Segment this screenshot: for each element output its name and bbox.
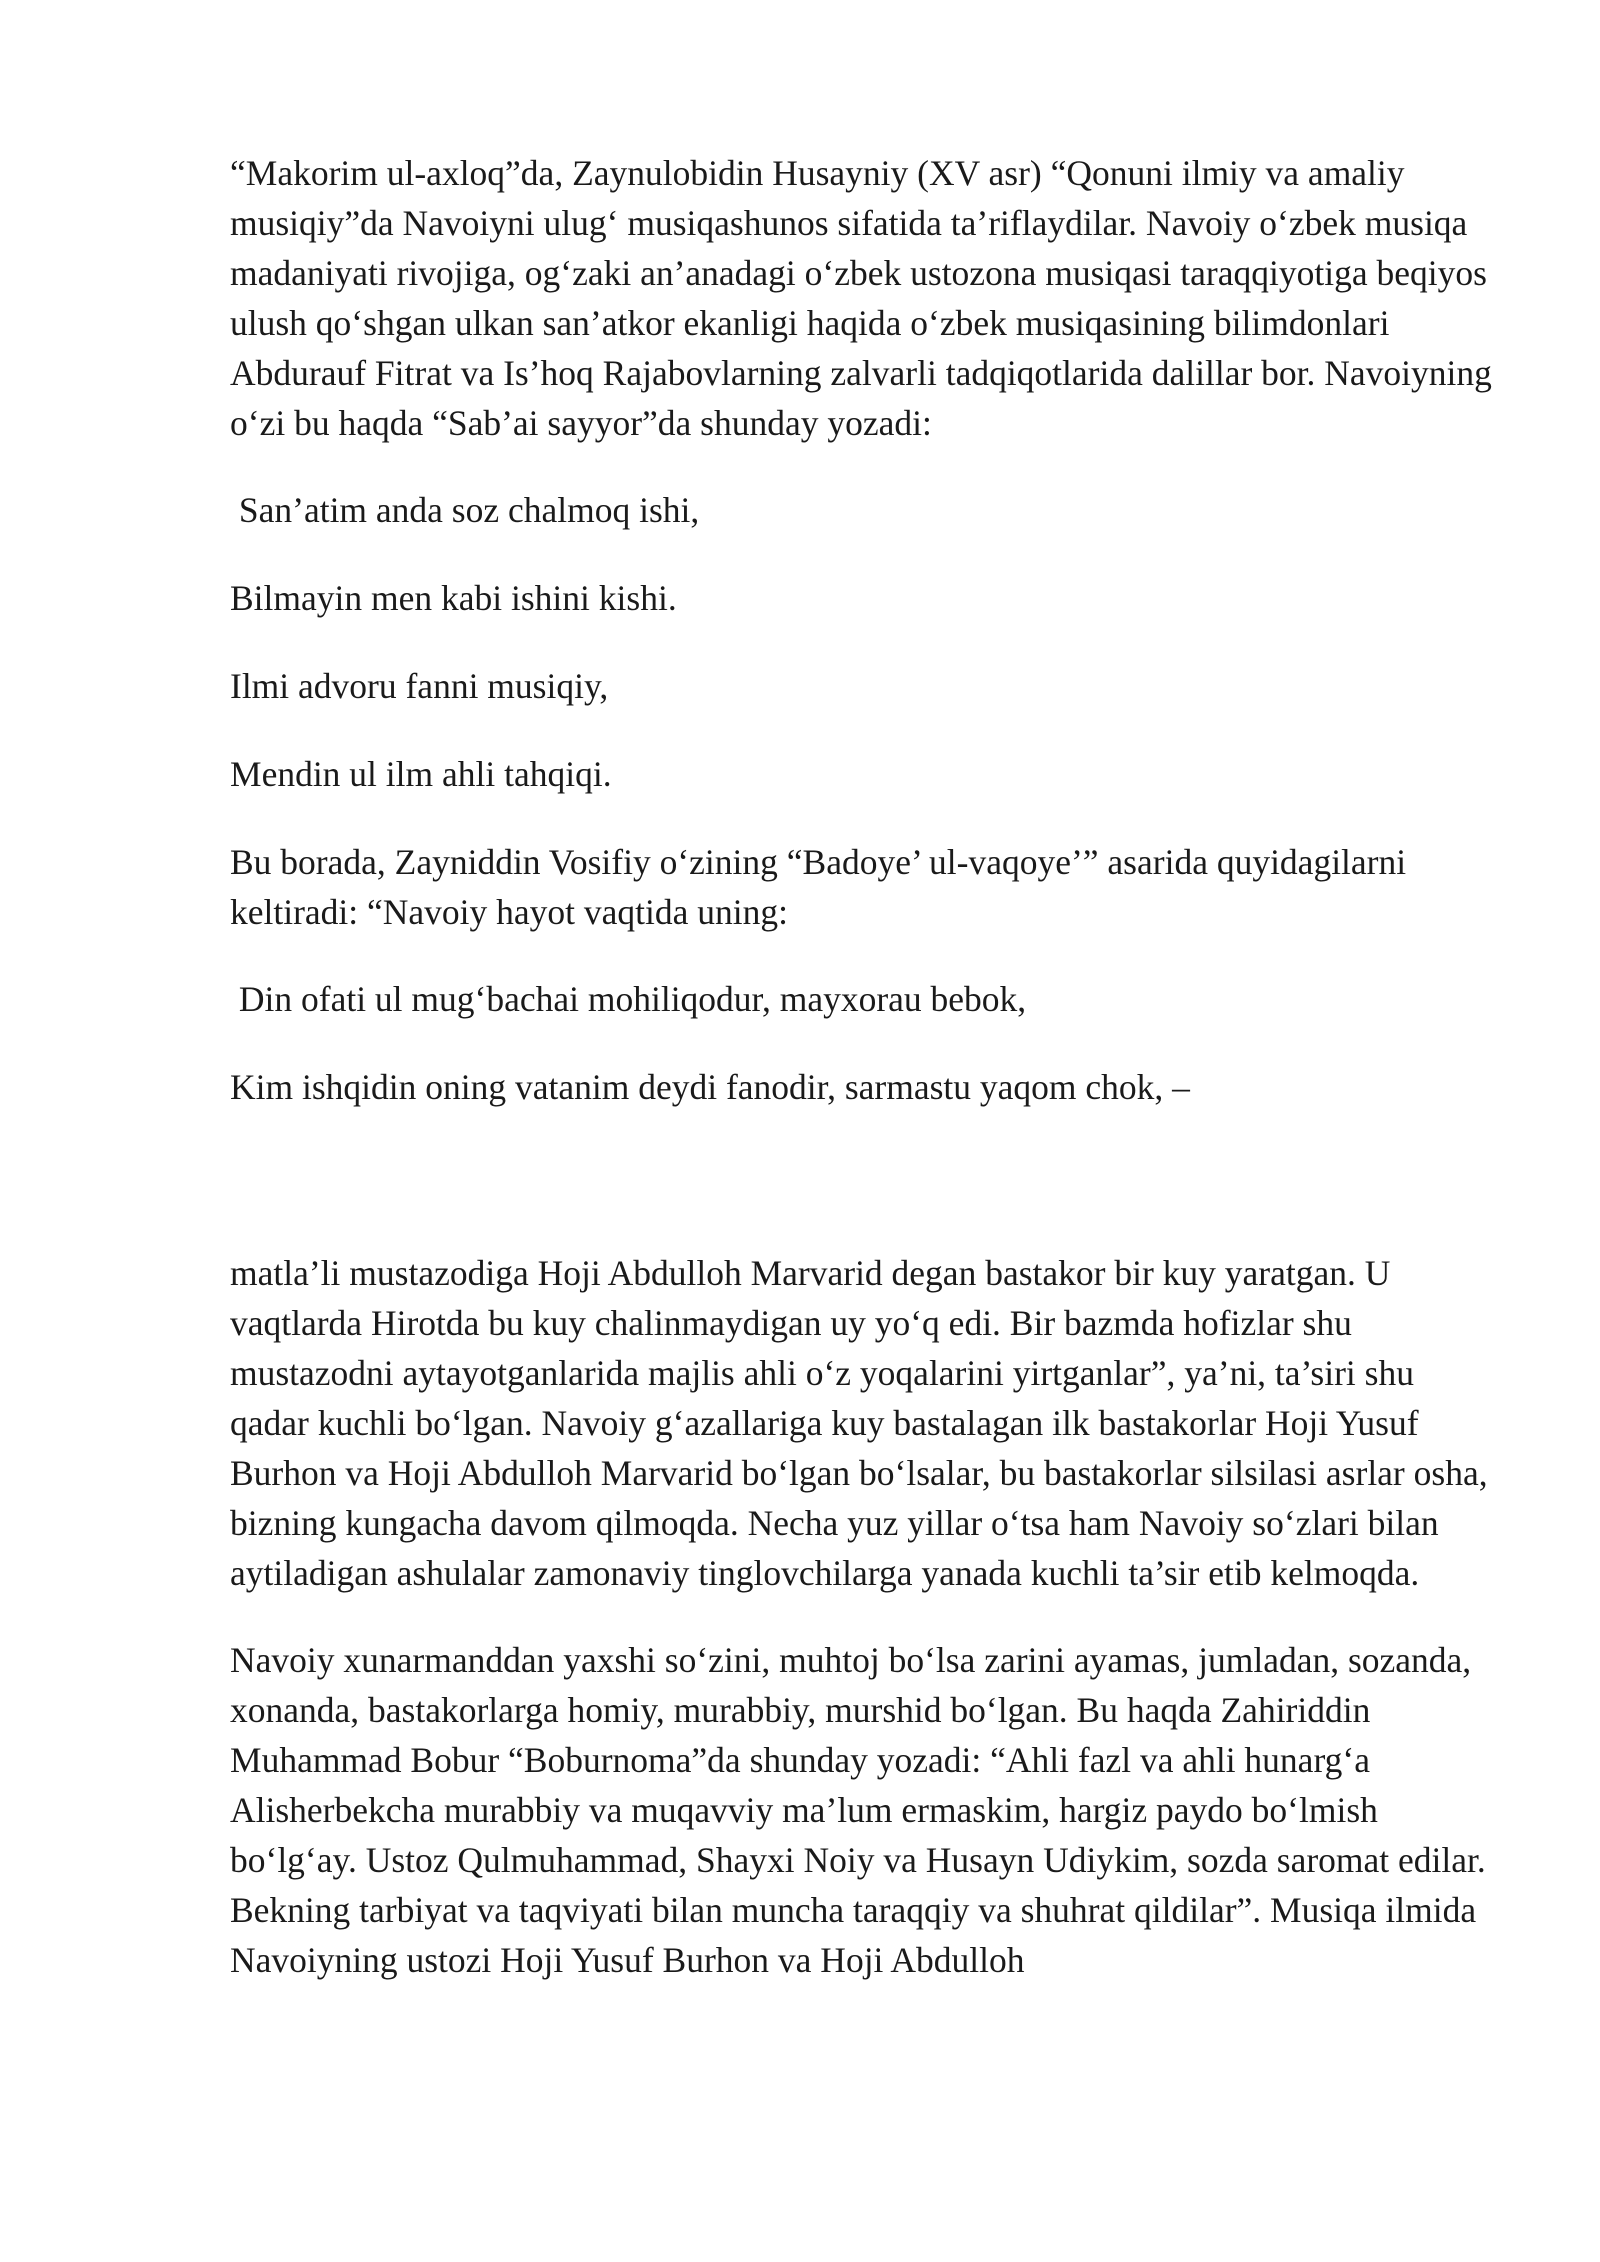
blank-gap (230, 1150, 1500, 1248)
paragraph-mustazod: matla’li mustazodiga Hoji Abdulloh Marvarid degan bastakor bir kuy yaratgan. U vaqtlarda Hirotda bu kuy chalinmaydigan uy yo‘q edi. Bir bazmda hofizlar shu mustazodni aytayotganlarida majlis ahli o‘z yoqalarini yirtganlar”, ya’ni, ta’siri shu qadar kuchli bo‘lgan. Navoiy g‘azallariga kuy bastalagan ilk bastakorlar Hoji Yusuf Burhon va Hoji Abdulloh Marvarid bo‘lgan bo‘lsalar, bu bastakorlar silsilasi asrlar osha, bizning kungacha davom qilmoqda. Necha yuz yillar o‘tsa ham Navoiy so‘zlari bilan aytiladigan ashulalar zamonaviy tinglovchilarga yanada kuchli ta’sir etib kelmoqda. (230, 1253, 1488, 1593)
paragraph-bobur: Navoiy xunarmanddan yaxshi so‘zini, muhtoj bo‘lsa zarini ayamas, jumladan, sozanda, xonanda, bastakorlarga homiy, murabbiy, murshid bo‘lgan. Bu haqda Zahiriddin Muhammad Bobur “Boburnoma”da shunday yozadi: “Ahli fazl va ahli hunarg‘a Alisherbekcha murabbiy va muqavviy ma’lum ermaskim, hargiz paydo bo‘lmish bo‘lg‘ay. Ustoz Qulmuhammad, Shayxi Noiy va Husayn Udiykim, sozda saromat edilar. Bekning tarbiyat va taqviyati bilan muncha taraqqiy va shuhrat qildilar”. Musiqa ilmida Navoiyning ustozi Hoji Yusuf Burhon va Hoji Abdulloh (230, 1640, 1486, 1980)
document-page (230, 148, 1500, 2022)
paragraph-intro: “Makorim ul-axloq”da, Zaynulobidin Husayniy (XV asr) “Qonuni ilmiy va amaliy musiqiy”da Navoiyni ulug‘ musiqashunos sifatida ta’riflaydilar. Navoiy o‘zbek musiqa madaniyati rivojiga, og‘zaki an’anadagi o‘zbek ustozona musiqasi taraqqiyotiga beqiyos ulush qo‘shgan ulkan san’atkor ekanligi haqida o‘zbek musiqasining bilimdonlari Abdurauf Fitrat va Is’hoq Rajabovlarning zalvarli tadqiqotlarida dalillar bor. Navoiyning o‘zi bu haqda “Sab’ai sayyor”da shunday yozadi: (230, 153, 1492, 443)
verse-line-6: Kim ishqidin oning vatanim deydi fanodir, sarmastu yaqom chok, – (230, 1067, 1190, 1107)
verse-line-4: Mendin ul ilm ahli tahqiqi. (230, 754, 612, 794)
verse-line-2: Bilmayin men kabi ishini kishi. (230, 578, 677, 618)
verse-line-1: San’atim anda soz chalmoq ishi, (230, 490, 700, 530)
paragraph-vosifiy: Bu borada, Zayniddin Vosifiy o‘zining “Badoye’ ul-vaqoye’” asarida quyidagilarni keltiradi: “Navoiy hayot vaqtida uning: (230, 842, 1407, 932)
verse-line-3: Ilmi advoru fanni musiqiy, (230, 666, 609, 706)
verse-line-5: Din ofati ul mug‘bachai mohiliqodur, mayxorau bebok, (230, 979, 1027, 1019)
